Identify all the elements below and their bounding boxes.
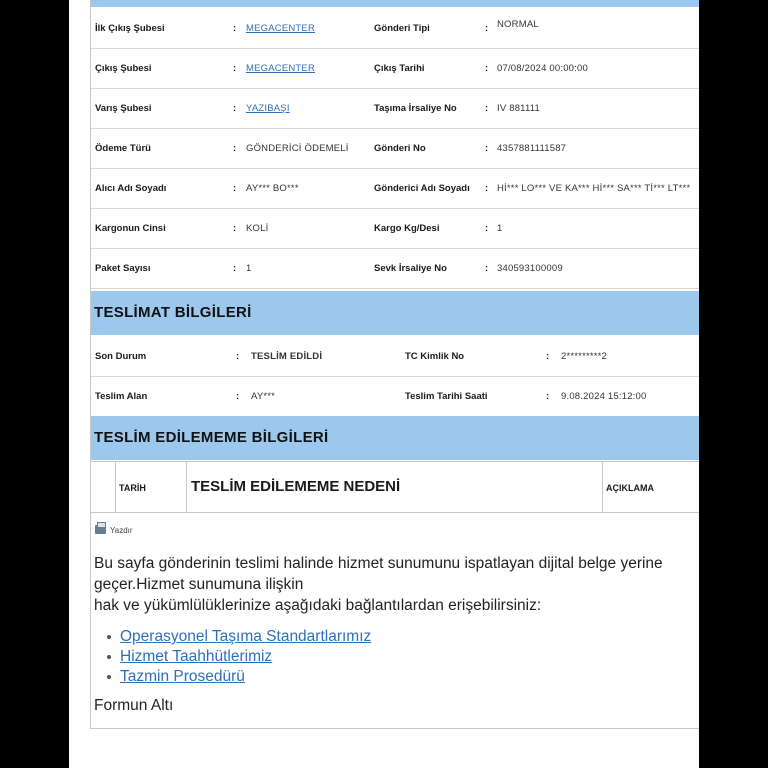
field-label: İlk Çıkış Şubesi (95, 23, 165, 34)
delivery-section-header (91, 291, 699, 335)
colon: : (485, 143, 489, 154)
colon: : (485, 183, 489, 194)
column-header-description: AÇIKLAMA (606, 483, 654, 493)
colon: : (233, 23, 237, 34)
colon: : (233, 223, 237, 234)
left-black-bar (0, 0, 69, 768)
colon: : (233, 263, 237, 274)
field-label: Teslim Tarihi Saati (405, 391, 488, 402)
field-value: KOLİ (246, 223, 269, 234)
field-label: Son Durum (95, 351, 147, 362)
field-value: IV 881111 (497, 103, 541, 114)
field-label: Gönderici Adı Soyadı (374, 183, 470, 194)
field-label: Varış Şubesi (95, 103, 152, 114)
field-label: Kargo Kg/Desi (374, 223, 440, 234)
form-footer: Formun Altı (94, 697, 174, 714)
colon: : (233, 183, 237, 194)
list-item (107, 627, 371, 647)
colon: : (233, 103, 237, 114)
bullet-icon (107, 675, 111, 679)
info-row (91, 128, 699, 169)
field-label: Çıkış Şubesi (95, 63, 152, 74)
column-header-reason: TESLİM EDİLEMEME NEDENİ (191, 478, 401, 495)
delivery-status: TESLİM EDİLDİ (251, 351, 323, 362)
top-section-band (91, 0, 699, 7)
colon: : (485, 63, 489, 74)
column-divider (115, 462, 116, 512)
field-label: Taşıma İrsaliye No (374, 103, 457, 114)
field-value: 07/08/2024 00:00:00 (497, 63, 588, 74)
info-row (91, 248, 699, 289)
delivery-row (91, 376, 699, 417)
field-label: Alıcı Adı Soyadı (95, 183, 167, 194)
bullet-icon (107, 635, 111, 639)
printer-icon (95, 525, 106, 534)
colon: : (546, 391, 550, 402)
field-value: 9.08.2024 15:12:00 (561, 391, 647, 402)
field-label: Paket Sayısı (95, 263, 151, 274)
print-label: Yazdır (110, 526, 133, 535)
section-title: TESLİM EDİLEMEME BİLGİLERİ (94, 429, 329, 446)
field-value: 4357881111587 (497, 143, 567, 154)
delivery-row (91, 336, 699, 377)
info-row (91, 208, 699, 249)
operational-standards-link[interactable]: Operasyonel Taşıma Standartlarımız (120, 628, 372, 645)
compensation-procedure-link[interactable]: Tazmin Prosedürü (120, 668, 245, 685)
info-row (91, 8, 699, 49)
field-label: TC Kimlik No (405, 351, 465, 362)
field-label: Sevk İrsaliye No (374, 263, 447, 274)
column-divider (602, 462, 603, 512)
field-value: 340593100009 (497, 263, 563, 274)
section-title: TESLİMAT BİLGİLERİ (94, 304, 252, 321)
info-text-line: geçer.Hizmet sunumuna ilişkin (94, 576, 304, 593)
tracking-page (69, 0, 699, 768)
field-value: GÖNDERİCİ ÖDEMELİ (246, 143, 349, 154)
colon: : (485, 23, 489, 34)
field-value: AY*** (251, 391, 276, 402)
colon: : (546, 351, 550, 362)
field-label: Kargonun Cinsi (95, 223, 166, 234)
field-value: 1 (246, 263, 252, 274)
print-button[interactable] (95, 525, 133, 535)
field-value: AY*** BO*** (246, 183, 299, 194)
colon: : (233, 143, 237, 154)
info-row (91, 168, 699, 209)
field-label: Teslim Alan (95, 391, 148, 402)
colon: : (485, 103, 489, 114)
undelivered-section-header (91, 416, 699, 460)
first-departure-branch-link[interactable]: MEGACENTER (246, 23, 316, 34)
field-label: Gönderi No (374, 143, 426, 154)
column-header-date: TARİH (119, 483, 146, 493)
departure-branch-link[interactable]: MEGACENTER (246, 63, 316, 74)
undelivered-table-header (91, 461, 699, 513)
info-row (91, 88, 699, 129)
right-black-bar (699, 0, 768, 768)
content-frame (90, 0, 699, 729)
arrival-branch-link[interactable]: YAZIBAŞI (246, 103, 290, 114)
field-value: NORMAL (497, 19, 539, 30)
info-text-line: Bu sayfa gönderinin teslimi halinde hizmet sunumunu ispatlayan dijital belge yerine (94, 555, 663, 572)
field-label: Gönderi Tipi (374, 23, 430, 34)
bullet-icon (107, 655, 111, 659)
info-row (91, 48, 699, 89)
field-label: Ödeme Türü (95, 143, 151, 154)
service-commitments-link[interactable]: Hizmet Taahhütlerimiz (120, 648, 273, 665)
list-item (107, 667, 371, 687)
colon: : (236, 391, 240, 402)
colon: : (485, 223, 489, 234)
field-label: Çıkış Tarihi (374, 63, 425, 74)
field-value: 1 (497, 223, 503, 234)
colon: : (236, 351, 240, 362)
column-divider (186, 462, 187, 512)
info-text-line: hak ve yükümlülüklerinize aşağıdaki bağlantılardan erişebilirsiniz: (94, 597, 542, 614)
field-value: 2*********2 (561, 351, 608, 362)
policy-links (107, 627, 371, 687)
list-item (107, 647, 371, 667)
field-value: Hİ*** LO*** VE KA*** Hİ*** SA*** Tİ*** LT*** (497, 183, 691, 194)
colon: : (485, 263, 489, 274)
colon: : (233, 63, 237, 74)
